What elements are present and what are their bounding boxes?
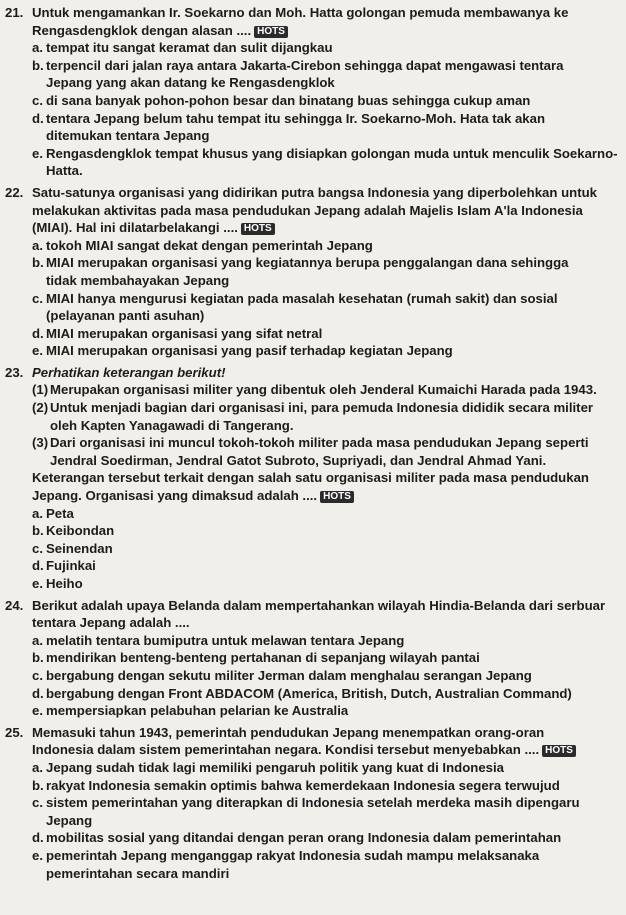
option-d[interactable] — [32, 685, 622, 703]
question-line: Rengasdengklok dengan alasan .... — [32, 22, 252, 38]
option-letter: b. — [32, 523, 44, 539]
question-line: Indonesia dalam sistem pemerintahan negara. Kondisi tersebut menyebabkan .... — [32, 742, 540, 758]
option-text: melatih tentara bumiputra untuk melawan tentara Jepang — [46, 632, 405, 648]
option-d[interactable] — [32, 829, 622, 847]
option-text: ditemukan tentara Jepang — [46, 128, 210, 144]
option-text: mobilitas sosial yang ditandai dengan peran orang Indonesia dalam pemerintahan — [46, 830, 562, 846]
option-e[interactable] — [32, 145, 622, 180]
option-text: Rengasdengklok tempat khusus yang disiapkan golongan muda untuk menculik Soekarno- — [46, 145, 618, 161]
question-line: Memasuki tahun 1943, pemerintah pendudukan Jepang menempatkan orang-oran — [32, 724, 545, 740]
option-b[interactable] — [32, 254, 622, 289]
option-text: MIAI hanya mengurusi kegiatan pada masalah kesehatan (rumah sakit) dan sosial — [46, 290, 558, 306]
option-b[interactable] — [32, 649, 622, 667]
option-letter: e. — [32, 145, 43, 161]
option-e[interactable] — [32, 847, 622, 882]
question-24 — [5, 597, 622, 720]
option-letter: e. — [32, 576, 43, 591]
statement-text: Untuk menjadi bagian dari organisasi ini, para pemuda Indonesia dididik secara militer — [50, 400, 594, 416]
option-text: mempersiapkan pelabuhan pelarian ke Australia — [46, 703, 349, 719]
question-line: Jepang. Organisasi yang dimaksud adalah .... — [32, 488, 318, 504]
option-text: MIAI merupakan organisasi yang sifat netral — [46, 325, 323, 341]
option-d[interactable] — [32, 325, 622, 343]
option-text: Jepang yang akan datang ke Rengasdengklok — [46, 75, 335, 91]
option-letter: c. — [32, 795, 43, 811]
question-number: 21. — [5, 5, 24, 20]
question-line: (MIAI). Hal ini dilatarbelakangi .... — [32, 220, 238, 236]
option-letter: c. — [32, 290, 43, 306]
question-number: 23. — [5, 364, 24, 380]
option-b[interactable] — [32, 777, 622, 795]
option-text: di sana banyak pohon-pohon besar dan binatang buas sehingga cukup aman — [46, 92, 531, 108]
question-line: Untuk mengamankan Ir. Soekarno dan Moh. Hatta golongan pemuda membawanya ke — [32, 5, 569, 20]
option-letter: a. — [32, 40, 43, 56]
option-d[interactable] — [32, 110, 622, 145]
option-letter: b. — [32, 650, 44, 666]
question-text — [32, 4, 622, 39]
statement-number: (3) — [32, 435, 49, 451]
statement-1 — [32, 381, 622, 399]
statement-3 — [32, 434, 622, 469]
option-text: Seinendan — [46, 540, 113, 556]
option-text: MIAI merupakan organisasi yang kegiatannya berupa penggalangan dana sehingga — [46, 255, 569, 271]
option-letter: d. — [32, 325, 44, 341]
option-c[interactable] — [32, 794, 622, 829]
statement-2 — [32, 399, 622, 434]
option-letter: d. — [32, 110, 44, 126]
option-text: tempat itu sangat keramat dan sulit dijangkau — [46, 40, 333, 56]
option-a[interactable] — [32, 237, 622, 255]
question-intro: Perhatikan keterangan berikut! — [32, 364, 226, 380]
option-text: tidak membahayakan Jepang — [46, 272, 230, 288]
option-text: pemerintahan secara mandiri — [46, 865, 230, 881]
option-text: rakyat Indonesia semakin optimis bahwa kemerdekaan Indonesia segera terwujud — [46, 777, 560, 793]
option-c[interactable] — [32, 290, 622, 325]
option-a[interactable] — [32, 39, 622, 57]
option-b[interactable] — [32, 57, 622, 92]
question-line: Keterangan tersebut terkait dengan salah satu organisasi militer pada masa pendudukan — [32, 470, 589, 486]
option-text: tentara Jepang belum tahu tempat itu sehingga Ir. Soekarno-Moh. Hata tak akan — [46, 110, 546, 126]
question-text — [32, 597, 622, 632]
option-letter: d. — [32, 558, 44, 574]
statement-number: (2) — [32, 400, 49, 416]
option-text: MIAI merupakan organisasi yang pasif terhadap kegiatan Jepang — [46, 343, 453, 359]
question-number: 24. — [5, 597, 24, 613]
option-d[interactable] — [32, 557, 622, 575]
question-number: 22. — [5, 184, 24, 200]
question-25 — [5, 724, 622, 882]
option-letter: c. — [32, 92, 43, 108]
question-text — [32, 724, 622, 759]
statement-text: Jendral Soedirman, Jendral Gatot Subroto, Supriyadi, dan Jendral Ahmad Yani. — [50, 452, 547, 468]
option-letter: e. — [32, 703, 43, 719]
option-e[interactable] — [32, 702, 622, 720]
question-22 — [5, 184, 622, 360]
question-number: 25. — [5, 724, 24, 740]
option-a[interactable] — [32, 505, 622, 523]
option-text: Fujinkai — [46, 558, 96, 574]
question-text — [32, 184, 622, 237]
option-letter: a. — [32, 632, 43, 648]
option-letter: d. — [32, 830, 44, 846]
statement-text: oleh Kapten Yanagawadi di Tangerang. — [50, 417, 294, 433]
hots-badge: HOTS — [320, 491, 354, 503]
option-a[interactable] — [32, 759, 622, 777]
question-text — [32, 469, 622, 504]
option-text: Heiho — [46, 576, 83, 591]
question-line: melakukan aktivitas pada masa pendudukan Jepang adalah Majelis Islam A'la Indonesia — [32, 202, 583, 218]
option-a[interactable] — [32, 632, 622, 650]
option-b[interactable] — [32, 522, 622, 540]
option-text: Jepang sudah tidak lagi memiliki pengaruh politik yang kuat di Indonesia — [46, 759, 504, 775]
option-text: (pelayanan panti asuhan) — [46, 308, 205, 324]
option-letter: c. — [32, 667, 43, 683]
option-text: bergabung dengan Front ABDACOM (America, British, Dutch, Australian Command) — [46, 685, 572, 701]
hots-badge: HOTS — [542, 745, 576, 757]
option-c[interactable] — [32, 540, 622, 558]
option-letter: a. — [32, 237, 43, 253]
option-e[interactable] — [32, 575, 622, 593]
question-line: tentara Jepang adalah .... — [32, 615, 190, 631]
option-text: Keibondan — [46, 523, 115, 539]
question-23 — [5, 364, 622, 593]
option-text: sistem pemerintahan yang diterapkan di Indonesia setelah merdeka masih dipengaru — [46, 795, 580, 811]
option-text: mendirikan benteng-benteng pertahanan di sepanjang wilayah pantai — [46, 650, 480, 666]
question-text — [32, 364, 622, 382]
option-letter: a. — [32, 505, 43, 521]
option-text: Jepang — [46, 812, 93, 828]
option-letter: d. — [32, 685, 44, 701]
option-letter: c. — [32, 540, 43, 556]
option-letter: a. — [32, 759, 43, 775]
option-text: tokoh MIAI sangat dekat dengan pemerintah Jepang — [46, 237, 373, 253]
question-line: Berikut adalah upaya Belanda dalam mempertahankan wilayah Hindia-Belanda dari serbuar — [32, 597, 606, 613]
option-letter: e. — [32, 847, 43, 863]
statement-text: Dari organisasi ini muncul tokoh-tokoh militer pada masa pendudukan Jepang seperti — [50, 435, 589, 451]
option-text: Hatta. — [46, 163, 83, 179]
hots-badge: HOTS — [241, 223, 275, 235]
question-line: Satu-satunya organisasi yang didirikan putra bangsa Indonesia yang diperbolehkan untuk — [32, 184, 597, 200]
option-text: Peta — [46, 505, 74, 521]
option-letter: b. — [32, 777, 44, 793]
option-letter: b. — [32, 57, 44, 73]
hots-badge: HOTS — [254, 26, 288, 38]
option-letter: e. — [32, 343, 43, 359]
statement-number: (1) — [32, 382, 49, 398]
option-e[interactable] — [32, 342, 622, 360]
option-c[interactable] — [32, 92, 622, 110]
statement-text: Merupakan organisasi militer yang dibentuk oleh Jenderal Kumaichi Harada pada 1943. — [50, 382, 597, 398]
option-text: pemerintah Jepang menganggap rakyat Indonesia sudah mampu melaksanaka — [46, 847, 540, 863]
option-c[interactable] — [32, 667, 622, 685]
option-text: terpencil dari jalan raya antara Jakarta-Cirebon sehingga dapat mengawasi tentara — [46, 57, 564, 73]
option-letter: b. — [32, 255, 44, 271]
option-text: bergabung dengan sekutu militer Jerman dalam menghalau serangan Jepang — [46, 667, 532, 683]
question-21 — [5, 4, 622, 180]
